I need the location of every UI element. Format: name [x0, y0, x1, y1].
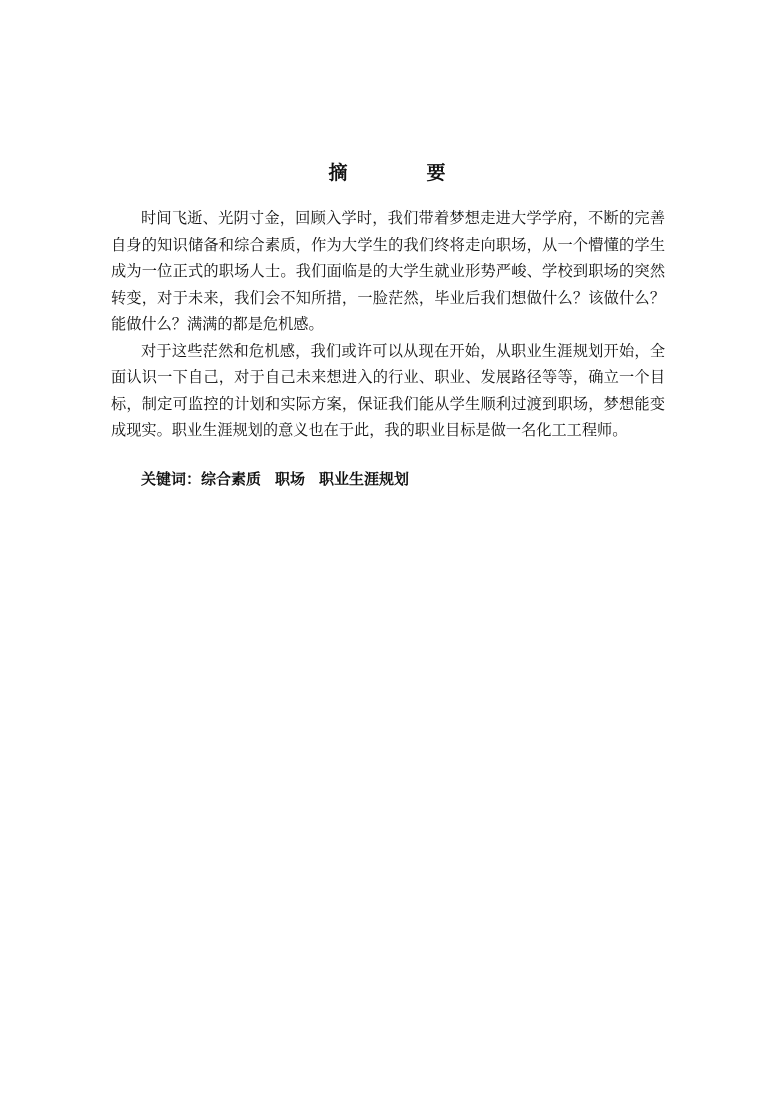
abstract-paragraph-2: 对于这些茫然和危机感，我们或许可以从现在开始，从职业生涯规划开始，全面认识一下自己，对于自己未来想进入的行业、职业、发展路径等等，确立一个目标，制定可监控的计划和实际方案，保证我们能从学生顺利过渡到职场，梦想能变成现实。职业生涯规划的意义也在于此，我的职业目标是做一名化工工程师。 — [111, 341, 665, 439]
keywords-line — [141, 466, 423, 492]
abstract-title: 摘 要 — [328, 162, 476, 184]
keywords-label: 关键词： — [141, 470, 202, 488]
keyword-item: 职业生涯规划 — [319, 470, 410, 488]
abstract-paragraph-1: 时间飞逝、光阴寸金，回顾入学时，我们带着梦想走进大学学府，不断的完善自身的知识储备和综合素质，作为大学生的我们终将走向职场，从一个懵懂的学生成为一位正式的职场人士。我们面临是的大学生就业形势严峻、学校到职场的突然转变，对于未来，我们会不知所措，一脸茫然，毕业后我们想做什么？该做什么？能做什么？满满的都是危机感。 — [111, 209, 665, 333]
abstract-body — [111, 205, 665, 444]
keyword-item: 职场 — [275, 470, 306, 488]
keyword-item: 综合素质 — [201, 470, 262, 488]
